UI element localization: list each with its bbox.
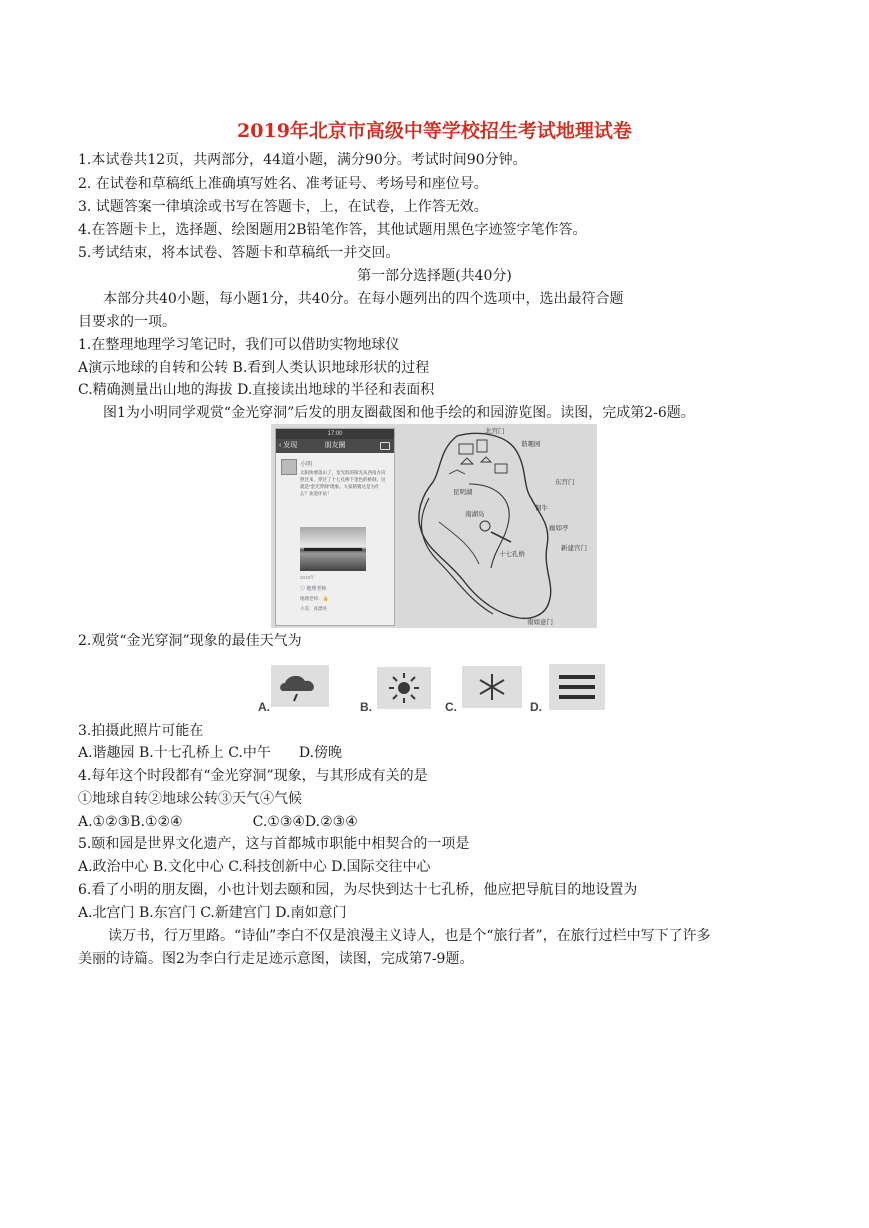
like-name: 地理老师 <box>306 586 327 592</box>
q2-option-c-label: C. <box>445 700 457 714</box>
exam-title: 2019年北京市高级中等学校招生考试地理试卷 <box>237 120 632 142</box>
part1-intro-line1: 本部分共40小题，每小题1分，共40分。在每小题列出的四个选项中，选出最符合题 <box>103 291 624 307</box>
summer-palace-map <box>399 424 597 628</box>
question-5-options: A.政治中心 B.文化中心 C.科技创新中心 D.国际交往中心 <box>78 859 431 875</box>
avatar <box>281 459 297 475</box>
fog-icon <box>549 664 605 710</box>
seventeen-arch-bridge <box>491 532 511 542</box>
south-lake-island <box>480 521 490 531</box>
phone-nav-bar <box>276 439 394 453</box>
map-label-xiequyuan: 谐趣园 <box>521 440 541 448</box>
like-row <box>300 585 370 592</box>
question-4: 4.每年这个时段都有“金光穿洞”现象，与其形成有关的是 <box>78 768 428 784</box>
question-4-items: ①地球自转②地球公转③天气④气候 <box>78 791 302 807</box>
instruction-3: 3. 试题答案一律填涂或书写在答题卡，上，在试卷，上作答无效。 <box>78 199 488 215</box>
map-text-labels <box>453 426 587 626</box>
passage-line2: 美丽的诗篇。图2为李白行走足迹示意图，读图，完成第7-9题。 <box>78 951 474 967</box>
question-4-options: A.①②③B.①②④ C.①③④D.②③④ <box>78 814 358 830</box>
phone-status-bar <box>276 429 394 439</box>
post-user: 小明 <box>300 462 313 468</box>
comment-2: 小美：真漂亮 <box>300 606 327 611</box>
back-link: ‹ 发现 <box>279 442 298 449</box>
question-6-options: A.北宫门 B.东宫门 C.新建宫门 D.南如意门 <box>78 905 347 921</box>
instruction-5: 5.考试结束，将本试卷、答题卡和草稿纸一并交回。 <box>78 245 400 261</box>
map-label-kuoruting: 廊如亭 <box>549 524 569 532</box>
question-1-options-ab: A演示地球的自转和公转 B.看到人类认识地球形状的过程 <box>78 360 430 376</box>
lake-outline <box>419 433 551 618</box>
post-photo <box>300 527 366 571</box>
snowflake-icon <box>462 666 522 708</box>
question-2: 2.观赏“金光穿洞”现象的最佳天气为 <box>78 633 302 649</box>
map-label-donggongmen: 东宫门 <box>555 478 575 486</box>
phone-time: 17:00 <box>327 431 343 437</box>
map-label-nanhudao: 南湖岛 <box>465 510 485 518</box>
question-5: 5.颐和园是世界文化遗产，这与首都城市职能中相契合的一项是 <box>78 836 470 852</box>
instruction-4: 4.在答题卡上，选择题、绘图题用2B铅笔作答，其他试题用黑色字迹签字笔作答。 <box>78 222 587 238</box>
figure-1-intro: 图1为小明同学观赏“金光穿洞”后发的朋友圈截图和他手绘的和园游览图。读图，完成第2-6题。 <box>103 405 695 421</box>
causeway <box>439 522 479 564</box>
instruction-1: 1.本试卷共12页，共两部分，44道小题，满分90分。考试时间90分钟。 <box>78 152 527 168</box>
map-label-shiqikongqiao: 十七孔桥 <box>499 550 525 558</box>
phone-title: 朋友圈 <box>324 442 346 449</box>
bridge-silhouette <box>304 548 362 551</box>
question-3-options: A.谐趣园 B.十七孔桥上 C.中午 D.傍晚 <box>78 745 343 761</box>
question-3: 3.拍摄此照片可能在 <box>78 723 204 739</box>
post-time: 2019年 <box>300 575 315 580</box>
map-label-kunminghu: 昆明湖 <box>453 488 473 496</box>
part1-heading: 第一部分选择题(共40分) <box>357 268 512 284</box>
q2-option-b-label: B. <box>360 700 372 714</box>
q2-option-a-label: A. <box>258 700 270 714</box>
part1-intro-line2: 目要求的一项。 <box>78 314 176 330</box>
question-6: 6.看了小明的朋友圈，小也计划去颐和园，为尽快到达十七孔桥，他应把导航目的地设置为 <box>78 882 638 898</box>
heart-icon: ♡ <box>300 586 306 592</box>
q2-option-d-label: D. <box>530 700 542 714</box>
question-1: 1.在整理地理学习笔记时，我们可以借助实物地球仪 <box>78 337 400 353</box>
question-1-options-cd: C.精确测量出山地的海拔 D.直接读出地球的半径和表面积 <box>78 382 435 398</box>
map-label-beigongmen: 北宫门 <box>485 427 505 435</box>
comment-1: 地理老师：👍 <box>300 596 329 601</box>
passage-line1: 读万书，行万里路。“诗仙”李白不仅是浪漫主义诗人，也是个“旅行者”，在旅行过栏中写下了许多 <box>108 928 711 944</box>
post-text: 太阳快要落山了，金光似的阳光从西南方向照过来，穿过了十七孔桥下金色的桥洞，这就是“金光穿洞”现象。大家猜猜这是为什么？欢迎评论！ <box>300 470 386 496</box>
phone-screenshot <box>275 428 395 626</box>
rain-cloud-icon <box>271 665 329 707</box>
figure-1 <box>271 424 597 628</box>
map-label-tongniu: 铜牛 <box>535 504 548 512</box>
instruction-2: 2. 在试卷和草稿纸上准确填写姓名、准考证号、考场号和座位号。 <box>78 176 488 192</box>
map-label-nanruyimen: 南如意门 <box>527 618 553 626</box>
camera-icon <box>380 442 390 450</box>
map-label-xinjiangongmen: 新建宫门 <box>561 544 587 552</box>
hill-buildings <box>449 440 507 474</box>
sun-icon <box>377 667 431 709</box>
